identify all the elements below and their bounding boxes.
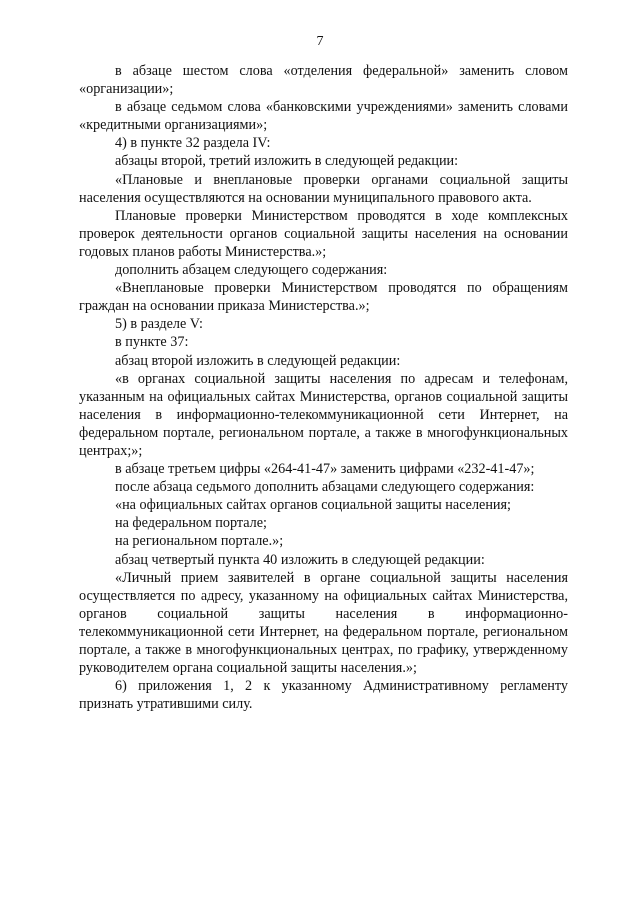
paragraph: в абзаце седьмом слова «банковскими учреждениями» заменить словами «кредитными организациями»; — [79, 99, 568, 134]
paragraph: Плановые проверки Министерством проводятся в ходе комплексных проверок деятельности органов социальной защиты населения на основании годовых планов работы Министерства.»; — [79, 207, 568, 260]
paragraph: дополнить абзацем следующего содержания: — [115, 262, 388, 279]
paragraph: абзац второй изложить в следующей редакции: — [115, 352, 401, 369]
paragraph: 5) в разделе V: — [115, 316, 203, 333]
paragraph: абзацы второй, третий изложить в следующей редакции: — [115, 153, 459, 170]
paragraph: после абзаца седьмого дополнить абзацами следующего содержания: — [115, 479, 535, 496]
paragraph: 4) в пункте 32 раздела IV: — [115, 135, 271, 152]
paragraph: на региональном портале.»; — [115, 533, 284, 550]
paragraph: «в органах социальной защиты населения по адресам и телефонам, указанным на официальных сайтах Министерства, органов социальной защиты населения в информационно-телекоммуникационной сети Интернет, на федеральном портале, региональном портале, а также в многофункциональных центрах;»; — [79, 370, 568, 459]
paragraph: в абзаце третьем цифры «264-41-47» заменить цифрами «232-41-47»; — [115, 461, 535, 478]
paragraph: «Личный прием заявителей в органе социальной защиты населения осуществляется по адресу, указанному на официальных сайтах Министерства, органов социальной защиты населения в информационно-телекоммуникационной сети Интернет, на федеральном портале, региональном портале, а также в многофункциональных центрах, по графику, утвержденному руководителем органа социальной защиты населения.»; — [79, 569, 568, 677]
paragraph: «Плановые и внеплановые проверки органами социальной защиты населения осуществляются на основании муниципального правового акта. — [79, 171, 568, 206]
document-body — [79, 62, 568, 713]
paragraph: на федеральном портале; — [115, 515, 267, 532]
paragraph: в пункте 37: — [115, 334, 189, 351]
paragraph: «Внеплановые проверки Министерством проводятся по обращениям граждан на основании приказа Министерства.»; — [79, 280, 568, 315]
page-number: 7 — [316, 34, 324, 49]
paragraph: абзац четвертый пункта 40 изложить в следующей редакции: — [115, 551, 485, 568]
paragraph: 6) приложения 1, 2 к указанному Административному регламенту признать утратившими силу. — [79, 678, 568, 713]
paragraph: «на официальных сайтах органов социальной защиты населения; — [115, 497, 511, 514]
paragraph: в абзаце шестом слова «отделения федеральной» заменить словом «организации»; — [79, 63, 568, 98]
